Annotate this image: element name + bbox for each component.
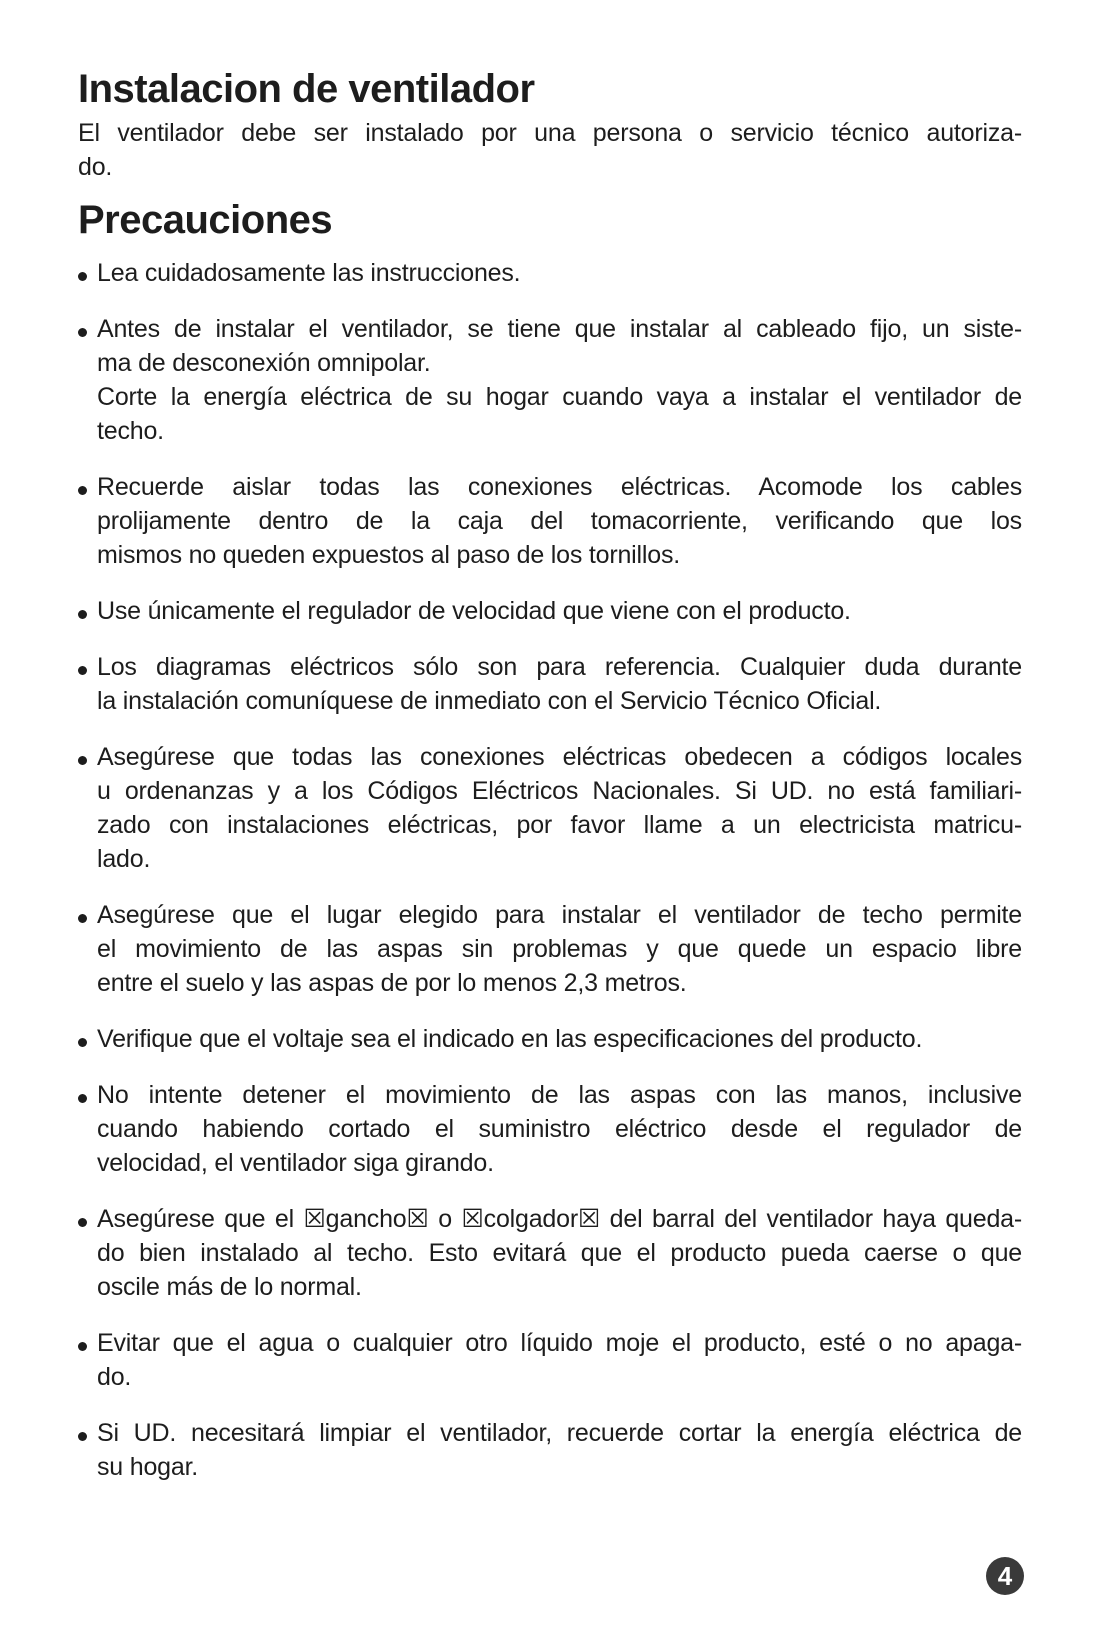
text-line: prolijamente dentro de la caja del tomacorriente, verificando que los <box>97 507 1022 535</box>
text-line: Corte la energía eléctrica de su hogar cuando vaya a instalar el ventilador de <box>97 383 1022 411</box>
text-line: do. <box>97 1363 132 1391</box>
text-line: velocidad, el ventilador siga girando. <box>97 1149 494 1177</box>
text-line: cuando habiendo cortado el suministro eléctrico desde el regulador de <box>97 1115 1022 1143</box>
text-line: do bien instalado al techo. Esto evitará que el producto pueda caerse o que <box>97 1239 1022 1267</box>
text-line: lado. <box>97 845 151 873</box>
text-line: El ventilador debe ser instalado por una persona o servicio técnico autoriza- <box>78 119 1022 147</box>
bullet-paragraph <box>97 740 1022 876</box>
section-heading: Precauciones <box>78 198 333 242</box>
text-line: oscile más de lo normal. <box>97 1273 362 1301</box>
text-line: Evitar que el agua o cualquier otro líquido moje el producto, esté o no apaga- <box>97 1329 1022 1357</box>
precautions-list <box>78 256 1022 1484</box>
bullet-dot-icon <box>78 666 87 675</box>
bullet-paragraph <box>97 650 1022 718</box>
text-line: el movimiento de las aspas sin problemas y que quede un espacio libre <box>97 935 1022 963</box>
text-line: Asegúrese que todas las conexiones eléctricas obedecen a códigos locales <box>97 743 1022 771</box>
page-title: Instalacion de ventilador <box>78 67 535 111</box>
bullet-paragraph <box>97 898 1022 1000</box>
text-line: Recuerde aislar todas las conexiones eléctricas. Acomode los cables <box>97 473 1022 501</box>
text-line: entre el suelo y las aspas de por lo menos 2,3 metros. <box>97 969 687 997</box>
bullet-paragraph <box>97 1022 1022 1056</box>
bullet-dot-icon <box>78 1094 87 1103</box>
text-line: do. <box>78 153 113 181</box>
list-item <box>78 650 1022 718</box>
bullet-dot-icon <box>78 1038 87 1047</box>
page-number-badge <box>986 1557 1024 1595</box>
bullet-dot-icon <box>78 756 87 765</box>
bullet-dot-icon <box>78 610 87 619</box>
text-line: Verifique que el voltaje sea el indicado en las especificaciones del producto. <box>97 1025 923 1053</box>
bullet-dot-icon <box>78 272 87 281</box>
text-line: zado con instalaciones eléctricas, por favor llame a un electricista matricu- <box>97 811 1022 839</box>
bullet-paragraph <box>97 1202 1022 1304</box>
text-line: No intente detener el movimiento de las aspas con las manos, inclusive <box>97 1081 1022 1109</box>
bullet-paragraph <box>97 312 1022 448</box>
list-item <box>78 1202 1022 1304</box>
text-line: u ordenanzas y a los Códigos Eléctricos Nacionales. Si UD. no está familiari- <box>97 777 1022 805</box>
text-line: techo. <box>97 417 164 445</box>
text-line: Asegúrese que el ☒gancho☒ o ☒colgador☒ del barral del ventilador haya queda- <box>97 1205 1022 1233</box>
text-line: Lea cuidadosamente las instrucciones. <box>97 259 521 287</box>
list-item <box>78 1416 1022 1484</box>
bullet-paragraph <box>97 256 1022 290</box>
bullet-dot-icon <box>78 1218 87 1227</box>
text-line: la instalación comuníquese de inmediato con el Servicio Técnico Oficial. <box>97 687 882 715</box>
text-line: Asegúrese que el lugar elegido para instalar el ventilador de techo permite <box>97 901 1022 929</box>
list-item <box>78 312 1022 448</box>
intro-paragraph <box>78 116 1022 184</box>
list-item <box>78 740 1022 876</box>
bullet-dot-icon <box>78 1342 87 1351</box>
list-item <box>78 1022 1022 1056</box>
page-number: 4 <box>997 1560 1013 1591</box>
text-line: Los diagramas eléctricos sólo son para referencia. Cualquier duda durante <box>97 653 1022 681</box>
list-item <box>78 256 1022 290</box>
text-line: Antes de instalar el ventilador, se tiene que instalar al cableado fijo, un siste- <box>97 315 1022 343</box>
bullet-paragraph <box>97 1416 1022 1484</box>
bullet-paragraph <box>97 470 1022 572</box>
text-line: ma de desconexión omnipolar. <box>97 349 431 377</box>
bullet-dot-icon <box>78 1432 87 1441</box>
bullet-dot-icon <box>78 328 87 337</box>
list-item <box>78 470 1022 572</box>
list-item <box>78 898 1022 1000</box>
text-line: Si UD. necesitará limpiar el ventilador, recuerde cortar la energía eléctrica de <box>97 1419 1022 1447</box>
bullet-dot-icon <box>78 486 87 495</box>
bullet-dot-icon <box>78 914 87 923</box>
list-item <box>78 594 1022 628</box>
bullet-paragraph <box>97 594 1022 628</box>
text-line: su hogar. <box>97 1453 199 1481</box>
bullet-paragraph <box>97 1078 1022 1180</box>
bullet-paragraph <box>97 1326 1022 1394</box>
list-item <box>78 1326 1022 1394</box>
list-item <box>78 1078 1022 1180</box>
text-line: mismos no queden expuestos al paso de los tornillos. <box>97 541 680 569</box>
text-line: Use únicamente el regulador de velocidad que viene con el producto. <box>97 597 851 625</box>
